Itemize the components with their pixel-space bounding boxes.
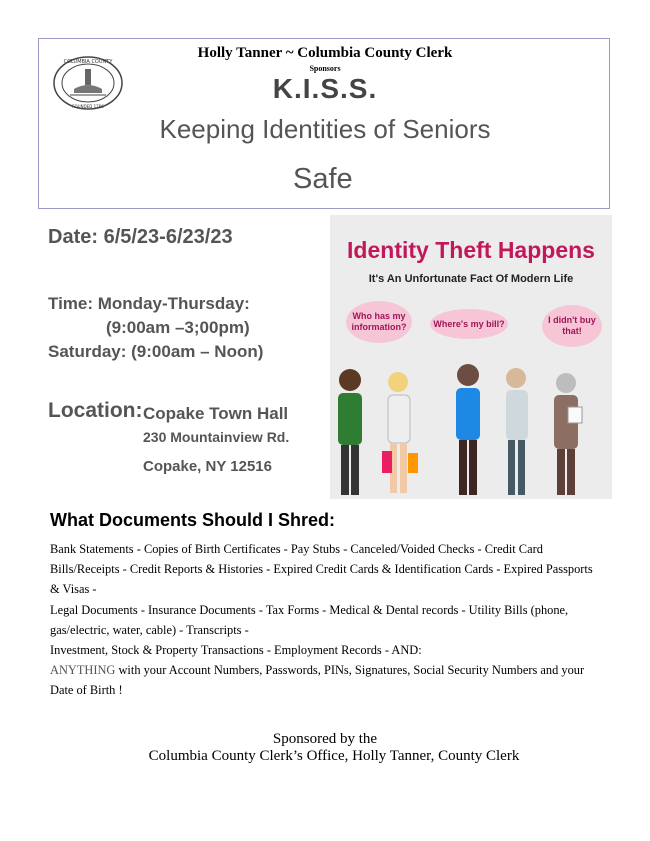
promo-title: Identity Theft Happens [347, 237, 595, 263]
location-street: 230 Mountainview Rd. [143, 429, 290, 445]
sponsors-label: Sponsors [309, 64, 341, 73]
thought-bubble: Where's my bill? [430, 309, 508, 339]
header-box [38, 38, 610, 209]
shred-paragraph: Legal Documents - Insurance Documents - Tax Forms - Medical & Dental records - Utility Bills (phone, gas/electric, water, cable) - Transcripts - [50, 602, 569, 637]
footer-sponsored-by: Sponsored by the [272, 731, 378, 747]
location-city: Copake, NY 12516 [143, 458, 272, 475]
clerk-title: Holly Tanner ~ Columbia County Clerk [197, 45, 453, 61]
cartoon-people-illustration [330, 215, 612, 499]
shred-paragraph: Bank Statements - Copies of Birth Certificates - Pay Stubs - Canceled/Voided Checks - Credit Card Bills/Receipts - Credit Reports & Histories - Expired Credit Cards & Identification Cards - Expired Passports & Visas - [50, 542, 593, 597]
event-date: Date: 6/5/23-6/23/23 [48, 226, 233, 248]
thought-bubble: Who has my information? [346, 301, 412, 343]
promo-subtitle: It's An Unfortunate Fact Of Modern Life [368, 273, 574, 285]
event-time-weekday: Time: Monday-Thursday: [48, 294, 250, 313]
location-name: Copake Town Hall [143, 404, 289, 423]
event-time-weekday-hours: (9:00am –3;00pm) [106, 318, 250, 337]
svg-text:FOUNDED 1786: FOUNDED 1786 [72, 104, 104, 109]
shred-list [50, 539, 605, 701]
shred-heading: What Documents Should I Shred: [50, 510, 336, 530]
svg-text:COLUMBIA COUNTY: COLUMBIA COUNTY [63, 59, 113, 65]
location-label: Location: [48, 399, 143, 422]
program-name-line1: Keeping Identities of Seniors [159, 114, 491, 144]
identity-theft-image [330, 215, 612, 499]
footer-office: Columbia County Clerk’s Office, Holly Tanner, County Clerk [148, 748, 520, 764]
shred-paragraph [50, 660, 605, 700]
shred-paragraph-rest: with your Account Numbers, Passwords, PINs, Signatures, Social Security Numbers and your Date of Birth ! [50, 663, 585, 698]
program-name-line2: Safe [293, 163, 353, 195]
anything-word: ANYTHING [50, 663, 116, 678]
shred-paragraph: Investment, Stock & Property Transactions - Employment Records - AND: [50, 643, 422, 658]
event-time-saturday: Saturday: (9:00am – Noon) [48, 342, 264, 361]
thought-bubble: I didn't buy that! [542, 305, 602, 347]
program-acronym: K.I.S.S. [272, 73, 378, 104]
